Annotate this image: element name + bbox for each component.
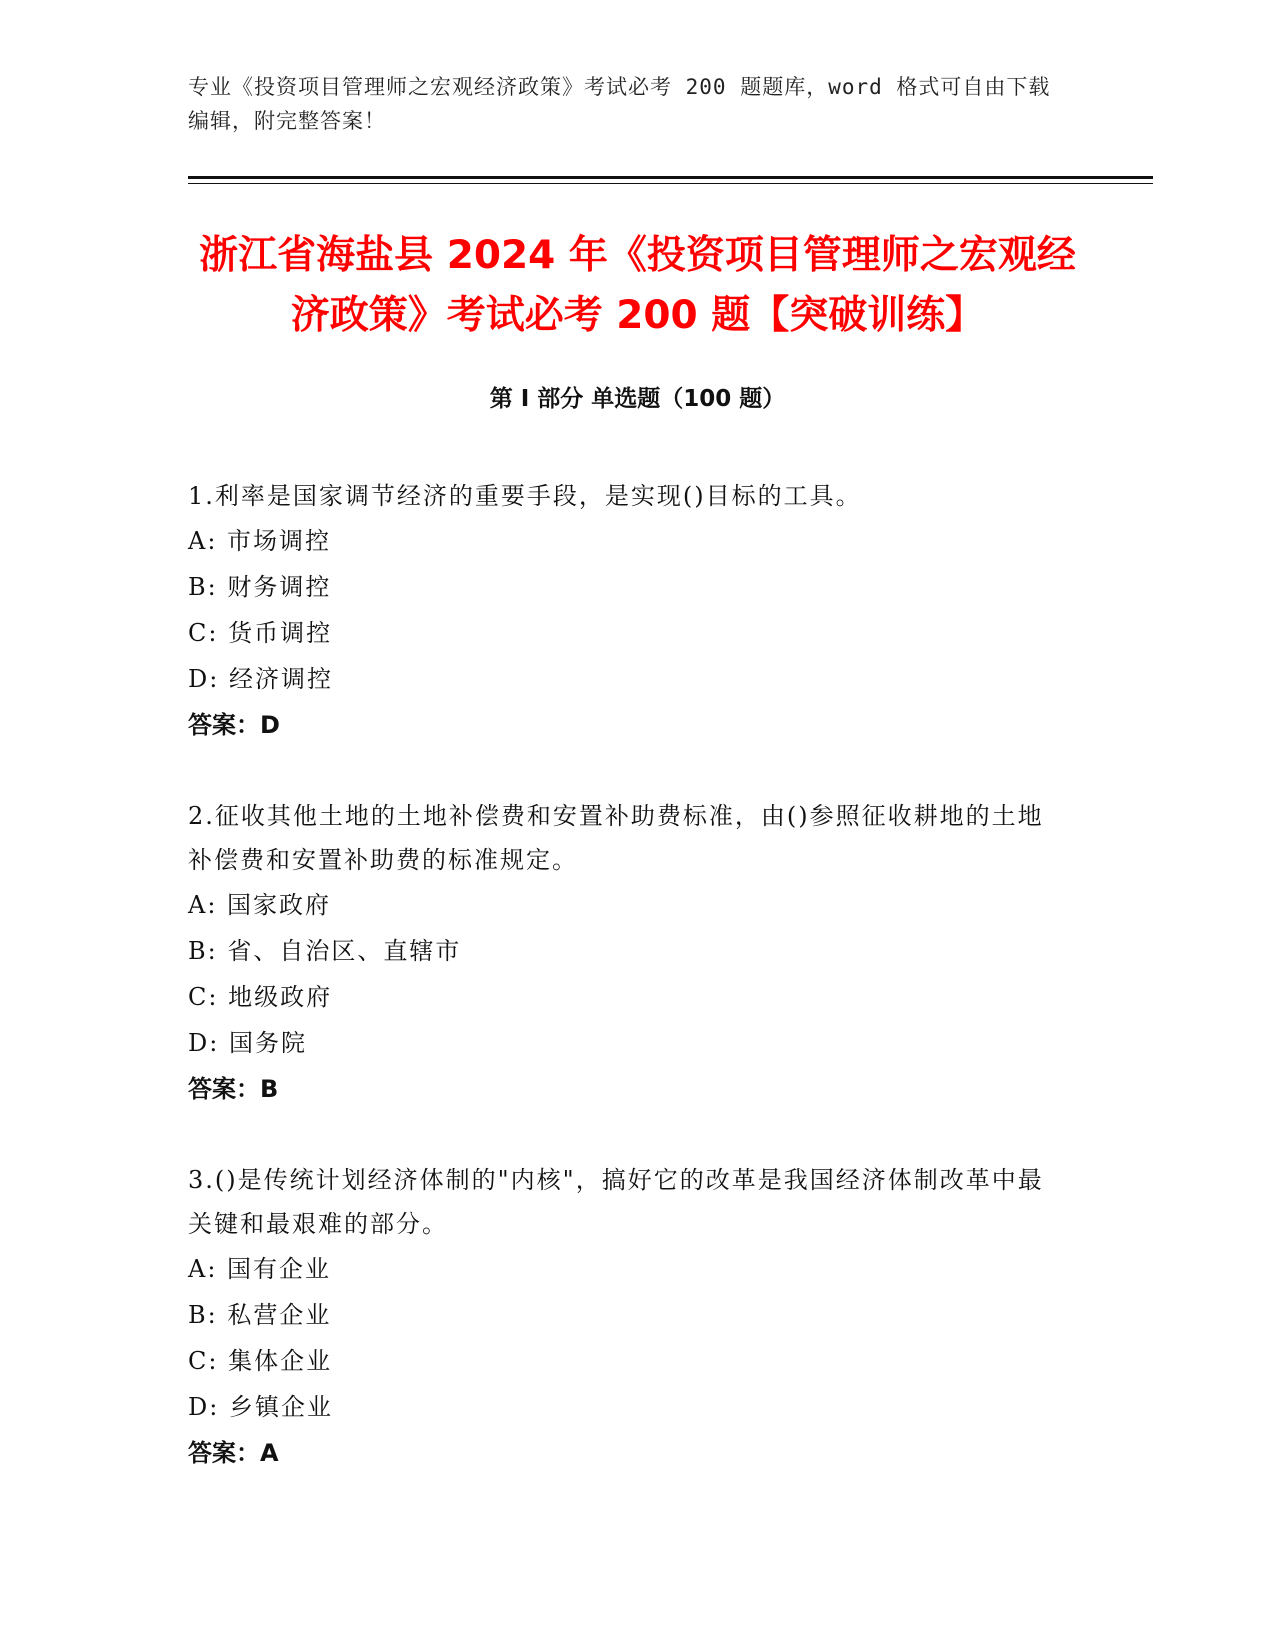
answer: 答案：D <box>188 711 280 739</box>
header-divider-thick <box>188 176 1153 179</box>
section-heading: 第 I 部分 单选题（100 题） <box>489 386 786 412</box>
option-b: B: 私营企业 <box>188 1301 332 1329</box>
option-c: C: 货币调控 <box>188 619 333 647</box>
option-a: A: 市场调控 <box>188 527 332 555</box>
option-d: D: 经济调控 <box>188 665 333 693</box>
question-1 <box>188 474 1068 748</box>
header-note: 专业《投资项目管理师之宏观经济政策》考试必考 200 题题库，word 格式可自由下载编辑，附完整答案！ <box>188 75 1051 133</box>
question-stem: 2.征收其他土地的土地补偿费和安置补助费标准，由()参照征收耕地的土地补偿费和安置补助费的标准规定。 <box>188 802 1044 874</box>
option-c: C: 集体企业 <box>188 1347 333 1375</box>
option-d: D: 国务院 <box>188 1029 307 1057</box>
option-b: B: 省、自治区、直辖市 <box>188 937 462 965</box>
question-stem: 1.利率是国家调节经济的重要手段，是实现()目标的工具。 <box>188 482 862 510</box>
question-2 <box>188 794 1068 1112</box>
document-title: 浙江省海盐县 2024 年《投资项目管理师之宏观经济政策》考试必考 200 题【突破训练】 <box>199 233 1076 338</box>
option-c: C: 地级政府 <box>188 983 333 1011</box>
option-a: A: 国有企业 <box>188 1255 332 1283</box>
question-list <box>188 474 1068 1522</box>
option-b: B: 财务调控 <box>188 573 332 601</box>
option-a: A: 国家政府 <box>188 891 332 919</box>
option-d: D: 乡镇企业 <box>188 1393 333 1421</box>
answer: 答案：B <box>188 1075 279 1103</box>
question-3 <box>188 1158 1068 1476</box>
header-divider-thin <box>188 183 1153 184</box>
question-stem: 3.()是传统计划经济体制的"内核"，搞好它的改革是我国经济体制改革中最关键和最艰难的部分。 <box>188 1166 1044 1238</box>
answer: 答案：A <box>188 1439 279 1467</box>
